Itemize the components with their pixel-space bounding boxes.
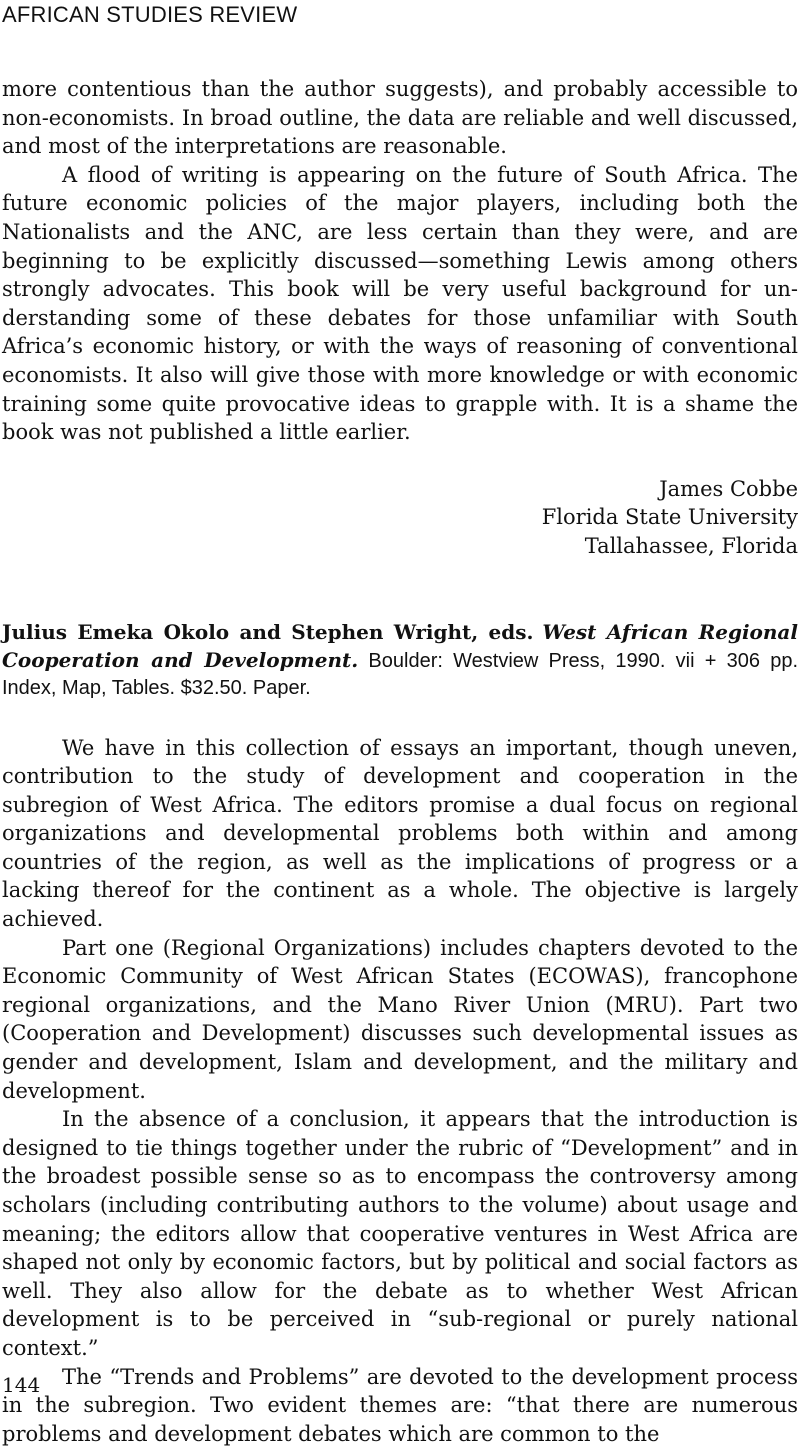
reviewer-name: James Cobbe	[2, 475, 798, 504]
running-head: AFRICAN STUDIES REVIEW	[2, 2, 297, 28]
review-paragraph-3: In the absence of a conclusion, it appears that the introduction is designed to tie things together under the rubric of “Development” and in the broadest possible sense so as to encompass the controversy among scholars (including contributing authors to the volume) about usage and meaning; the editors allow that cooperative ventures in West Africa are shaped not only by economic factors, but by political and social factors as well. They also allow for the debate as to whether West African development is to be perceived in “sub-regional or purely national context.”	[2, 1105, 798, 1362]
review-paragraph-2: Part one (Regional Organizations) includes chapters devoted to the Economic Community of West African States (ECOWAS), francophone regional organizations, and the Mano River Union (MRU). Part two (Cooperation and Development) discusses such developmental issues as gender and development, Islam and development, and the military and development.	[2, 934, 798, 1106]
review-paragraph-4: The “Trends and Problems” are devoted to the development process in the subregion. Two evident themes are: “that there are numerous problems and development debates which are common to the	[2, 1363, 798, 1448]
book-publication-info: Boulder: Westview Press, 1990. vii + 306 pp. Index, Map, Tables. $32.50. Paper.	[2, 650, 798, 699]
previous-review-paragraph-2: A flood of writing is appearing on the future of South Africa. The future economic policies of the major players, including both the Nationalists and the ANC, are less certain than they were, and are beginning to be explicitly discussed—something Lewis among others strongly advocates. This book will be very useful background for understanding some of these debates for those unfamiliar with South Africa’s economic history, or with the ways of reasoning of conventional economists. It also will give those with more knowledge or with economic training some quite provocative ideas to grapple with. It is a shame the book was not published a little earlier.	[2, 161, 798, 447]
previous-review-paragraph-1: more contentious than the author suggests), and probably accessible to non-economists. In broad outline, the data are reliable and well discussed, and most of the interpretations are reasonable.	[2, 75, 798, 161]
review-paragraph-1: We have in this collection of essays an important, though uneven, contribution to the study of development and cooperation in the subregion of West Africa. The editors promise a dual focus on regional organizations and developmental problems both within and among countries of the region, as well as the implications of progress or a lacking thereof for the continent as a whole. The objective is largely achieved.	[2, 734, 798, 934]
body-text	[2, 75, 798, 1448]
review-citation	[2, 619, 798, 702]
review-body	[2, 734, 798, 1448]
reviewer-signature	[2, 475, 798, 561]
book-title: West African Regional Cooperation and Development.	[2, 620, 798, 672]
page-number: 144	[2, 1373, 40, 1397]
book-authors: Julius Emeka Okolo and Stephen Wright, eds.	[2, 620, 533, 644]
reviewer-institution: Florida State University	[2, 503, 798, 532]
reviewer-location: Tallahassee, Florida	[2, 532, 798, 561]
